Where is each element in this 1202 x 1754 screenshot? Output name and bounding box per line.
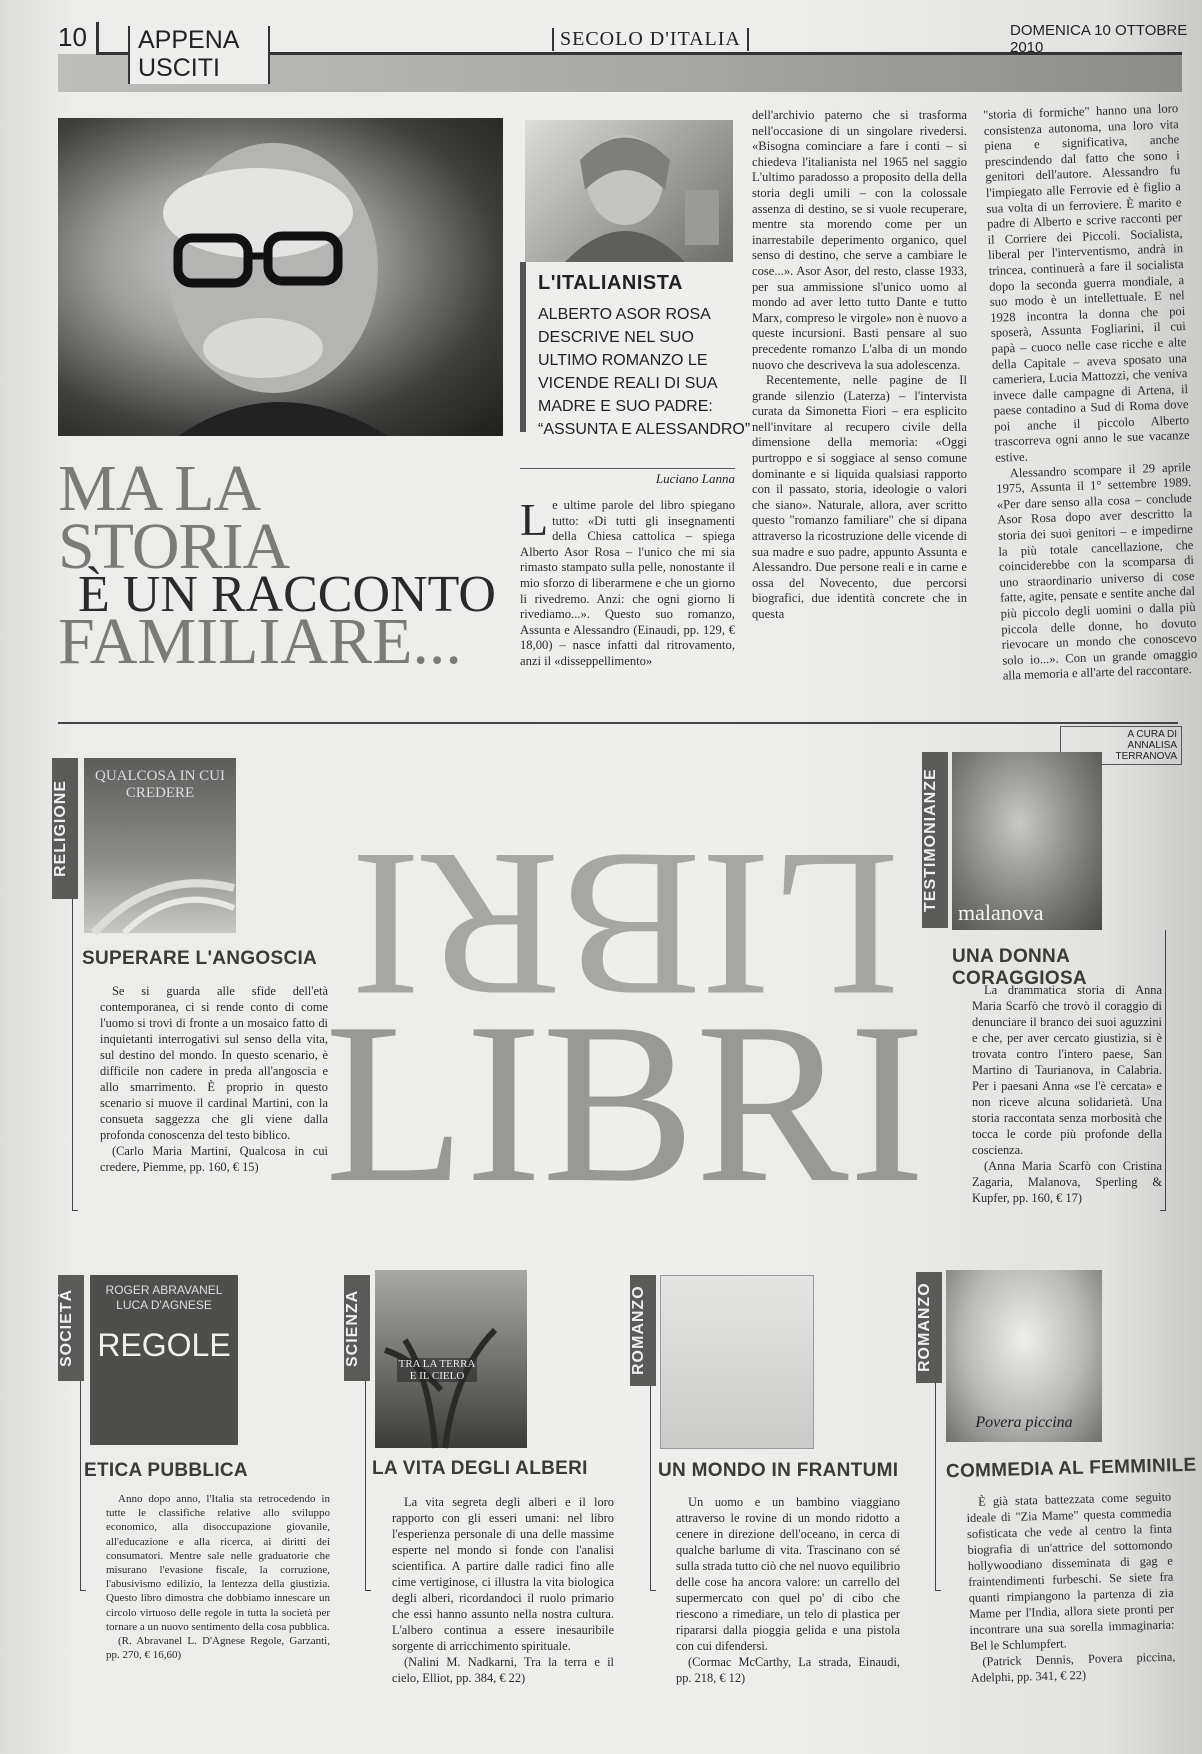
libri-logo-mirrored: LIBRI xyxy=(350,809,900,1041)
book-3-tag: SOCIETÀ xyxy=(58,1275,84,1381)
book-4-ref: (Nalini M. Nadkarni, Tra la terra e il cielo, Elliot, pp. 384, € 22) xyxy=(392,1655,614,1685)
caption-text: ALBERTO ASOR ROSA DESCRIVE NEL SUO ULTIMO ROMANZO LE VICENDE REALI DI SUA MADRE E SUO PADRE: “ASSUNTA E ALESSANDRO” xyxy=(538,306,751,438)
book-4-cover xyxy=(375,1270,527,1448)
headline-line-1: MA LA STORIA xyxy=(58,452,290,583)
book-6-review xyxy=(966,1489,1176,1686)
dante-portrait-illustration xyxy=(525,120,733,262)
book-5-review xyxy=(676,1494,900,1686)
book-2-tag: TESTIMONIANZE xyxy=(922,752,948,928)
column-1-text: e ultime parole del libro spiegano tutto: «Di tutti gli insegnamenti della Chiesa cattolica – spiega Alberto Asor Rosa – l'unico che mi sia rimasto stampato sulla pelle, nonostante il mio sforzo di liberarmene e che un giorno li rivedremo. Anzi: che ogni giorno li rivediamo...». Questo suo romanzo, Assunta e Alessandro (Einaudi, pp. 129, € 18,00) – nasce infatti dal ritrovamento, anzi il «disseppellimento» xyxy=(520,498,735,668)
column-3-paragraph-1: "storia di formiche" hanno una loro consistenza autonoma, una loro vita piena e significativa, anche prescindendo dal fatto che sono i genitori dell'autore. Alessandro fu l'impiegato alle Ferrovie ed è figlio a sua volta di un ferroviere. È marito e padre di Alberto e scrive racconti per il Corriere dei Piccoli. Socialista, liberal per l'interventismo, andrà in trincea, continuerà a fare il socialista dopo la seconda guerra mondiale, a suo modo è un intellettuale. E nel 1928 incontra la donna che poi sposerà, Assunta Fogliarini, il cui papà – cuoco nelle case ricche e alte della Capitale – aveva sposato una cameriera, Lucia Mattozzi, che veniva invece dalle campagne di Artena, il paese contadino a Sud di Roma dove poi anche il piccolo Alberto trascorreva ogni anno le sue vacanze estive. xyxy=(983,101,1190,465)
dante-portrait xyxy=(525,120,733,262)
book-1-review xyxy=(100,983,328,1175)
column-3-paragraph-2: Alessandro scompare il 29 aprile 1975, Assunta il 1° settembre 1989. «Per dare senso alla cosa – conclude Asor Rosa dopo aver descritto la storia dei suoi genitori – e impedirne la più totale cancellazione, che coinciderebbe con la scomparsa di uno straordinario universo di cose fatte, agite, pensate e sentite anche dal più piccolo degli uomini o dalla più piccola delle donne, ho dovuto rievocare un mondo che conoscevo solo io...». Con un grande omaggio alla memoria e all'arte del raccontare. xyxy=(996,459,1198,684)
book-6-ref: (Patrick Dennis, Povera piccina, Adelphi, pp. 341, € 22) xyxy=(970,1649,1176,1685)
feature-headline xyxy=(58,452,498,678)
book-1-ref: (Carlo Maria Martini, Qualcosa in cui credere, Piemme, pp. 160, € 15) xyxy=(100,1144,328,1174)
book-2-ref: (Anna Maria Scarfò con Cristina Zagaria, Malanova, Sperling & Kupfer, pp. 160, € 17) xyxy=(972,1159,1162,1205)
section-label xyxy=(128,26,270,84)
book-6-title: COMMEDIA AL FEMMINILE xyxy=(945,1454,1197,1483)
author-photo-illustration xyxy=(58,118,503,436)
page-number: 10 xyxy=(58,22,99,52)
book-6-cover-title: Povera piccina xyxy=(975,1414,1073,1431)
book-5-ref: (Cormac McCarthy, La strada, Einaudi, pp. 218, € 12) xyxy=(676,1655,900,1685)
book-2-review xyxy=(972,982,1162,1206)
book-3-body: Anno dopo anno, l'Italia sta retrocedendo in tutte le classifiche relative allo sviluppo economico, alla disoccupazione giovanile, all'educazione e alla ricerca, ai diritti dei consumatori. Mentre sale nelle graduatorie che misurano l'evasione fiscale, la corruzione, l'abusivismo edilizio, la lentezza della giustizia. Questo libro dimostra che dobbiamo innescare un circolo virtuoso delle regole in tutta la società per tornare a un nuovo sentimento della cosa pubblica. xyxy=(106,1493,330,1633)
column-2-paragraph-2: Recentemente, nelle pagine de Il grande silenzio (Laterza) – l'intervista curata da Simonetta Fiori – era esplicito nell'invitare al recupero civile della dimensione della memoria: «Oggi purtroppo e si soggiace al senso comune dominante e si liquida qualsiasi rapporto con il passato, storia, ideologie o valori che siano». Naturale, allora, aver scritto questo "romanzo familiare" che si dipana attraverso la ricostruzione delle vicende di sua madre e suo padre, appunto Assunta e Alessandro. Due persone reali e in carne e ossa del Novecento, due percorsi biografici, due identità concrete che in questa xyxy=(752,373,967,621)
book-4-tag: SCIENZA xyxy=(344,1275,370,1381)
book-1-tag: RELIGIONE xyxy=(52,758,78,899)
headline-line-2: È UN RACCONTO xyxy=(78,566,496,623)
article-column-1 xyxy=(520,494,735,690)
book-1-title: SUPERARE L'ANGOSCIA xyxy=(82,948,318,969)
book-2-body: La drammatica storia di Anna Maria Scarfò che trovò il coraggio di denunciare il branco dei suoi aguzzini e che, per aver cercato giustizia, si è trovata contro l'intero paese, San Martino di Taurianova, in Calabria. Per i paesani Anna «se l'è cercata» e non riceve alcuna solidarietà. Una storia raccontata senza morbosità che tocca le corde più profonde della coscienza. xyxy=(972,983,1162,1157)
section-divider xyxy=(58,722,1178,724)
book-4-cover-title: TRA LA TERRA E IL CIELO xyxy=(398,1358,476,1382)
book-4-body: La vita segreta degli alberi e il loro rapporto con gli esseri umani: nel libro l'esperienza personale di una delle massime esperte nel mondo si fonde con l'analisi scientifica. A partire dalle radici fino alle cime vertiginose, ci illustra la vita biologica degli alberi, ricordandoci il ruolo primario che essi hanno assunto nella nostra cultura. L'albero continua a essere inesauribile sorgente di arricchimento spirituale. xyxy=(392,1495,614,1653)
libri-logo-upright: LIBRI xyxy=(324,975,926,1230)
section-line-2: USCITI xyxy=(138,54,220,82)
book-3-cover-title: REGOLE xyxy=(97,1327,231,1363)
book-5-cover xyxy=(660,1275,814,1449)
headline-line-3: FAMILIARE... xyxy=(58,605,462,678)
drop-cap: L xyxy=(520,494,549,545)
book-5-tag: ROMANZO xyxy=(630,1275,656,1386)
book-2-cover-title: malanova xyxy=(958,900,1044,925)
libri-logo xyxy=(324,760,926,1230)
book-3-title: ETICA PUBBLICA xyxy=(84,1460,248,1481)
book-3-review xyxy=(106,1492,330,1662)
book-6-cover xyxy=(946,1270,1102,1442)
book-3-ref: (R. Abravanel L. D'Agnese Regole, Garzanti, pp. 270, € 16,60) xyxy=(106,1635,330,1662)
photo-caption xyxy=(520,262,756,438)
author-photo xyxy=(58,118,503,436)
book-6-body: È già stata battezzata come seguito ideale di "Zia Mame" questa commedia sofisticata che vede al centro la finta biografia di un'attrice del sottomondo hollywoodiano disseminata di gag e fraintendimenti furbeschi. Se siete fra quanti rimpiangono la partenza di zia Mame per l'India, allora siete pronti per incontrare una sua sorella immaginaria: Bel le Schlumpfert. xyxy=(966,1489,1175,1653)
article-column-2 xyxy=(752,108,967,690)
book-5-title: UN MONDO IN FRANTUMI xyxy=(658,1460,899,1481)
book-2-title: UNA DONNA CORAGGIOSA xyxy=(952,946,1087,989)
book-4-review xyxy=(392,1494,614,1686)
section-line-1: APPENA xyxy=(138,26,240,54)
book-1-cover xyxy=(84,758,236,933)
book-2-cover xyxy=(952,752,1102,930)
book-3-cover xyxy=(90,1275,238,1445)
road-illustration xyxy=(84,758,236,933)
book-6-tag: ROMANZO xyxy=(916,1272,942,1383)
dateline: DOMENICA 10 OTTOBRE 2010 xyxy=(1010,22,1188,56)
article-column-3 xyxy=(983,101,1198,689)
book-1-cover-title: QUALCOSA IN CUI CREDERE xyxy=(94,768,225,801)
caption-kicker: L'ITALIANISTA xyxy=(538,272,683,294)
credit-line-1: A CURA DI xyxy=(1127,729,1177,740)
book-5-body: Un uomo e un bambino viaggiano attraverso le rovine di un mondo ridotto a cenere in direzione dell'oceano, in cerca di qualche barlume di vita. Trascinano con sé sulla strada tutto ciò che nel nuovo equilibrio delle cose ha ancora valore: un carrello del supermercato con quel po' di cibo che riescono a rimediare, un telo di plastica per ripararsi dalla pioggia gelida e una pistola con cui difendersi. xyxy=(676,1495,901,1653)
book-1-body: Se si guarda alle sfide dell'età contemporanea, ci si rende conto di come l'uomo si trovi di fronte a un mosaico fatto di inquietanti interrogativi sul senso della vita, sul destino del mondo. In questo scenario, è difficile non cadere in preda all'angoscia e allo smarrimento. È proprio in questo scenario si muove il cardinal Martini, con la consueta saggezza che gli viene dalla profonda conoscenza del testo biblico. xyxy=(100,984,328,1142)
credit-line-2: ANNALISA TERRANOVA xyxy=(1115,740,1177,762)
masthead: SECOLO D'ITALIA xyxy=(552,28,749,51)
book-3-cover-authors: ROGER ABRAVANEL LUCA D'AGNESE xyxy=(105,1283,223,1312)
byline: Luciano Lanna xyxy=(520,468,735,487)
column-2-paragraph-1: dell'archivio paterno che si trasforma nell'occasione di un singolare rivedersi. «Bisogna cominciare a fare i conti – si chiedeva l'italianista nel 1965 nel saggio L'ultimo paradosso a proposito della della storia degli umili – con la colossale assenza di destino, se si vuole recuperare, mentre sta morendo come per un inarrestabile deperimento organico, quel senso di destino, che serve a cambiare le cose...». Asor Asor, del resto, classe 1933, per sua ammissione sl'unico uomo al mondo ad aver letto tutto Dante e tutto Marx, compreso le virgole» non è nuovo a queste incursioni. Basti pensare al suo precedente romanzo L'alba di un mondo nuovo che descriveva la sua adolescenza. xyxy=(752,108,967,372)
book-4-title: LA VITA DEGLI ALBERI xyxy=(372,1458,588,1479)
